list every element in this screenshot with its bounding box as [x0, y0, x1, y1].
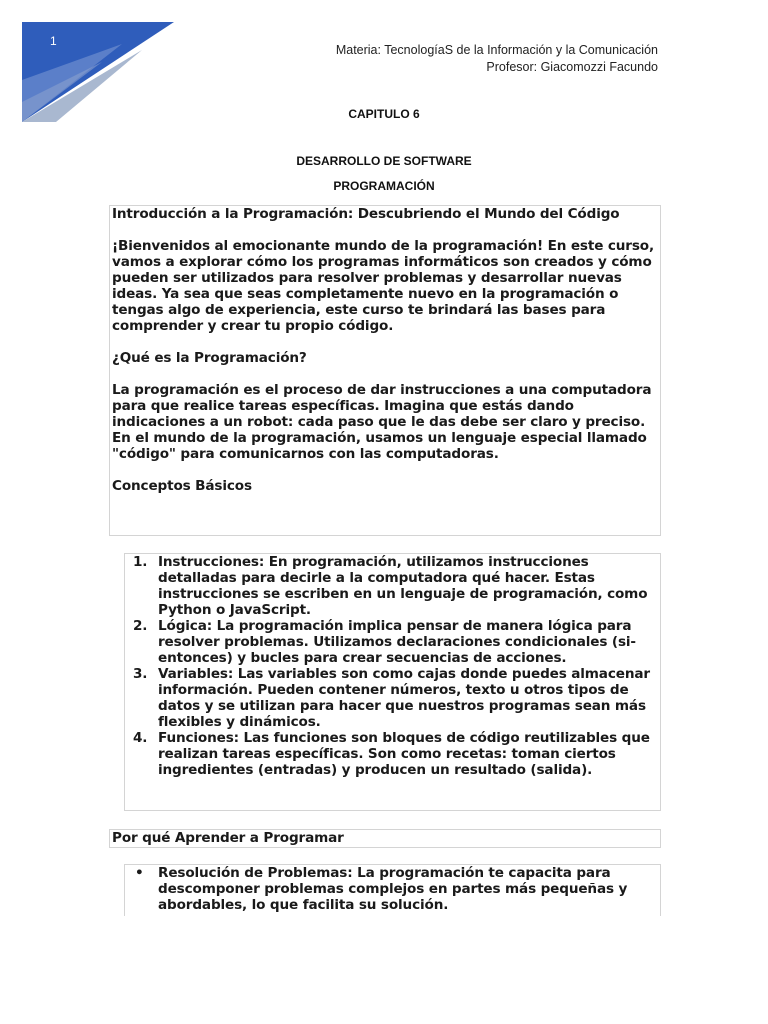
- concepts-heading: Conceptos Básicos: [112, 478, 252, 494]
- concept-text: La programación implica pensar de manera lógica para resolver problemas. Utilizamos declaraciones condicionales (si-entonces) y bucles para crear secuencias de acciones.: [158, 618, 636, 666]
- list-item: [127, 666, 658, 730]
- reason-term: Resolución de Problemas:: [158, 865, 353, 881]
- list-item: [127, 618, 658, 666]
- concept-term: Variables:: [158, 666, 234, 682]
- list-item: [127, 730, 658, 778]
- concept-text: Las variables son como cajas donde puedes almacenar información. Pueden contener números, texto u otros tipos de datos y se utilizan para hacer que nuestros programas sean más flexibles y dinámicos.: [158, 666, 650, 730]
- intro-paragraph: ¡Bienvenidos al emocionante mundo de la programación! En este curso, vamos a explorar cómo los programas informáticos son creados y cómo pueden ser utilizados para resolver problemas y desarrollar nuevas ideas. Ya sea que seas completamente nuevo en la programación o tengas algo de experiencia, este curso te brindará las bases para comprender y crear tu propio código.: [112, 238, 655, 334]
- list-number: 3.: [133, 666, 148, 682]
- concepts-list-box: [124, 553, 661, 811]
- question-heading: ¿Qué es la Programación?: [112, 350, 307, 366]
- page-number: 1: [50, 34, 57, 48]
- why-heading-box: [109, 829, 661, 848]
- section-title: DESARROLLO DE SOFTWARE: [296, 154, 472, 168]
- concept-text: Las funciones son bloques de código reutilizables que realizan tareas específicas. Son como recetas: toman ciertos ingredientes (entradas) y producen un resultado (salida).: [158, 730, 650, 778]
- concept-term: Lógica:: [158, 618, 213, 634]
- concept-text: En programación, utilizamos instrucciones detalladas para decirle a la computadora qué hacer. Estas instrucciones se escriben en un lenguaje de programación, como Python o JavaScript.: [158, 554, 648, 618]
- professor-line: Profesor: Giacomozzi Facundo: [486, 60, 658, 74]
- answer-paragraph: La programación es el proceso de dar instrucciones a una computadora para que realice tareas específicas. Imagina que estás dando indicaciones a un robot: cada paso que le das debe ser claro y preciso. En el mundo de la programación, usamos un lenguaje especial llamado "código" para comunicarnos con las computadoras.: [112, 382, 652, 462]
- chapter-title: CAPITULO 6: [348, 107, 420, 121]
- document-header: [336, 42, 658, 76]
- concepts-list: [127, 554, 658, 778]
- subject-line: Materia: TecnologíaS de la Información y la Comunicación: [335, 43, 658, 57]
- list-number: 1.: [133, 554, 148, 570]
- concept-term: Funciones:: [158, 730, 239, 746]
- reasons-list: [127, 865, 658, 913]
- list-item: [127, 865, 658, 913]
- intro-section: [109, 205, 661, 536]
- list-number: 2.: [133, 618, 148, 634]
- subsection-title: PROGRAMACIÓN: [333, 179, 435, 193]
- concept-term: Instrucciones:: [158, 554, 265, 570]
- list-item: [127, 554, 658, 618]
- intro-heading: Introducción a la Programación: Descubriendo el Mundo del Código: [112, 206, 620, 222]
- bullet-marker: •: [135, 865, 144, 881]
- reason-text: La programación te capacita para descomponer problemas complejos en partes más pequeñas y abordables, lo que facilita su solución.: [158, 865, 628, 913]
- list-number: 4.: [133, 730, 148, 746]
- why-heading: Por qué Aprender a Programar: [112, 830, 344, 846]
- reasons-list-box: [124, 864, 661, 916]
